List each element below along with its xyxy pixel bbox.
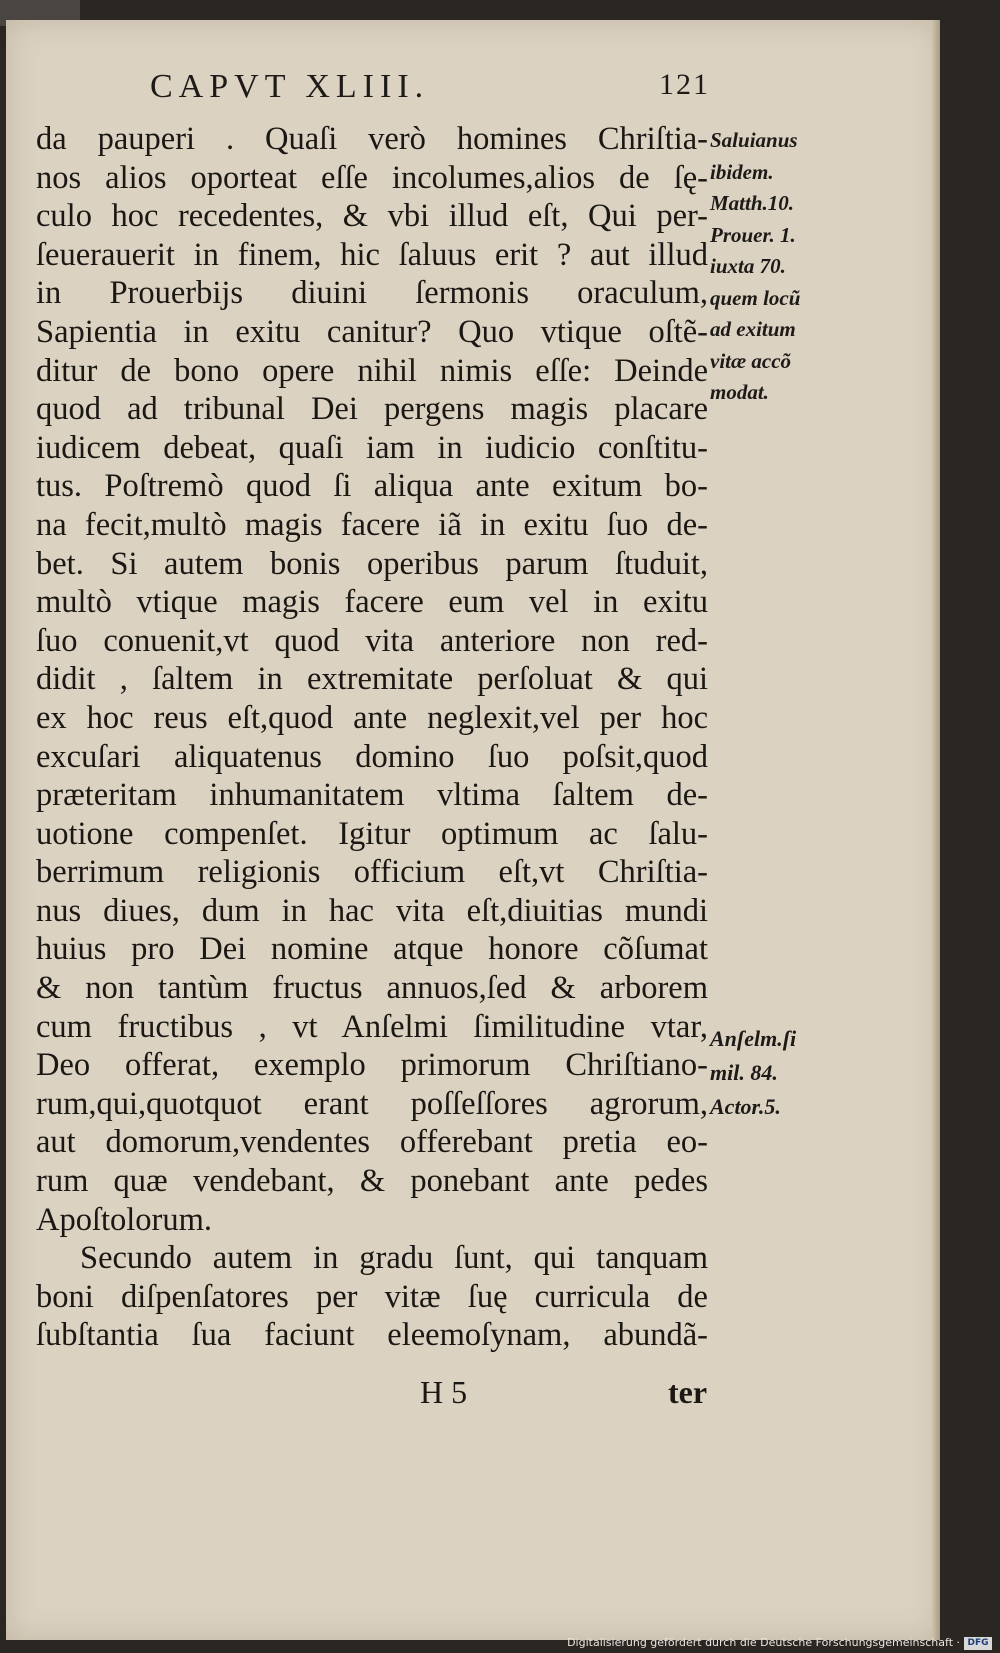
text-line: ſuo conuenit,vt quod vita anteriore non red- xyxy=(36,622,708,659)
text-line: boni diſpenſatores per vitæ ſuę curricula de xyxy=(36,1278,708,1315)
marginal-note: vitæ accõ xyxy=(710,348,792,373)
text-line: huius pro Dei nomine atque honore cõſumat xyxy=(36,931,708,968)
marginal-note: ibidem. xyxy=(710,159,774,184)
running-head xyxy=(150,68,710,118)
marginal-notes-bottom xyxy=(710,1022,825,1124)
text-line: ditur de bono opere nihil nimis eſſe: Deinde xyxy=(36,352,708,389)
text-line: cum fructibus , vt Anſelmi ſimilitudine vtar, xyxy=(36,1008,708,1045)
text-line: bet. Si autem bonis operibus parum ſtuduit, xyxy=(36,545,708,582)
text-line: quod ad tribunal Dei pergens magis placare xyxy=(36,391,708,428)
body-text xyxy=(36,120,708,1355)
marginal-notes-top xyxy=(710,125,825,409)
text-line: præteritam inhumanitatem vltima ſaltem de- xyxy=(36,777,708,814)
folio-number: 121 xyxy=(659,68,710,101)
text-line: & non tantùm fructus annuos,ſed & arborem xyxy=(36,970,708,1007)
text-line: ſubſtantia ſua faciunt eleemoſynam, abundã- xyxy=(36,1317,708,1354)
text-line: rum quæ vendebant, & ponebant ante pedes xyxy=(36,1163,708,1200)
dfg-logo: DFG xyxy=(964,1637,992,1650)
marginal-note: Prouer. 1. xyxy=(710,222,796,247)
text-line: ſeuerauerit in finem, hic ſaluus erit ? aut illud xyxy=(36,236,708,273)
signature-mark: H 5 xyxy=(420,1374,468,1410)
marginal-note: modat. xyxy=(710,380,769,404)
text-line: Secundo autem in gradu ſunt, qui tanquam xyxy=(80,1240,708,1277)
digitization-credit: Digitalisierung gefördert durch die Deutsche Forschungsgemeinschaft · xyxy=(567,1636,960,1649)
text-line: ex hoc reus eſt,quod ante neglexit,vel per hoc xyxy=(36,699,708,736)
text-line: nus diues, dum in hac vita eſt,diuitias mundi xyxy=(36,892,708,929)
page-edge xyxy=(932,20,940,1640)
text-line: nos alios oporteat eſſe incolumes,alios de ſę- xyxy=(36,159,708,196)
text-line: multò vtique magis facere eum vel in exitu xyxy=(36,584,708,621)
marginal-note: ad exitum xyxy=(710,317,796,341)
text-line: uotione compenſet. Igitur optimum ac ſalu- xyxy=(36,815,708,852)
text-line: Apoſtolorum. xyxy=(36,1201,213,1238)
marginal-note: mil. 84. xyxy=(710,1060,778,1085)
marginal-note: Anſelm.ſi xyxy=(710,1026,797,1051)
text-line: Sapientia in exitu canitur? Quo vtique oſtẽ- xyxy=(36,313,708,350)
text-line: da pauperi . Quaſi verò homines Chriſtia- xyxy=(36,121,708,157)
text-line: tus. Poſtremò quod ſi aliqua ante exitum bo- xyxy=(36,468,708,505)
text-line: rum,qui,quotquot erant poſſeſſores agrorum, xyxy=(36,1085,708,1122)
marginal-note: quem locũ xyxy=(710,285,801,310)
text-line: berrimum religionis officium eſt,vt Chriſtia- xyxy=(36,854,708,891)
text-line: didit , ſaltem in extremitate perſoluat & qui xyxy=(36,661,708,698)
text-line: Deo offerat, exemplo primorum Chriſtiano- xyxy=(36,1047,708,1084)
marginal-note: Actor.5. xyxy=(710,1094,781,1119)
text-line: culo hoc recedentes, & vbi illud eſt, Qui per- xyxy=(36,198,708,235)
text-line: excuſari aliquatenus domino ſuo poſsit,quod xyxy=(36,738,708,775)
marginal-note: Saluianus xyxy=(710,128,798,152)
text-line: aut domorum,vendentes offerebant pretia eo- xyxy=(36,1124,708,1161)
text-line: iudicem debeat, quaſi iam in iudicio conſtitu- xyxy=(36,429,708,466)
chapter-title: CAPVT XLIII. xyxy=(150,68,430,105)
marginal-note: Matth.10. xyxy=(710,191,795,215)
marginal-note: iuxta 70. xyxy=(710,254,786,278)
text-line: na fecit,multò magis facere iã in exitu ſuo de- xyxy=(36,506,708,543)
catchword: ter xyxy=(668,1374,708,1410)
text-line: in Prouerbijs diuini ſermonis oraculum, xyxy=(36,275,708,312)
